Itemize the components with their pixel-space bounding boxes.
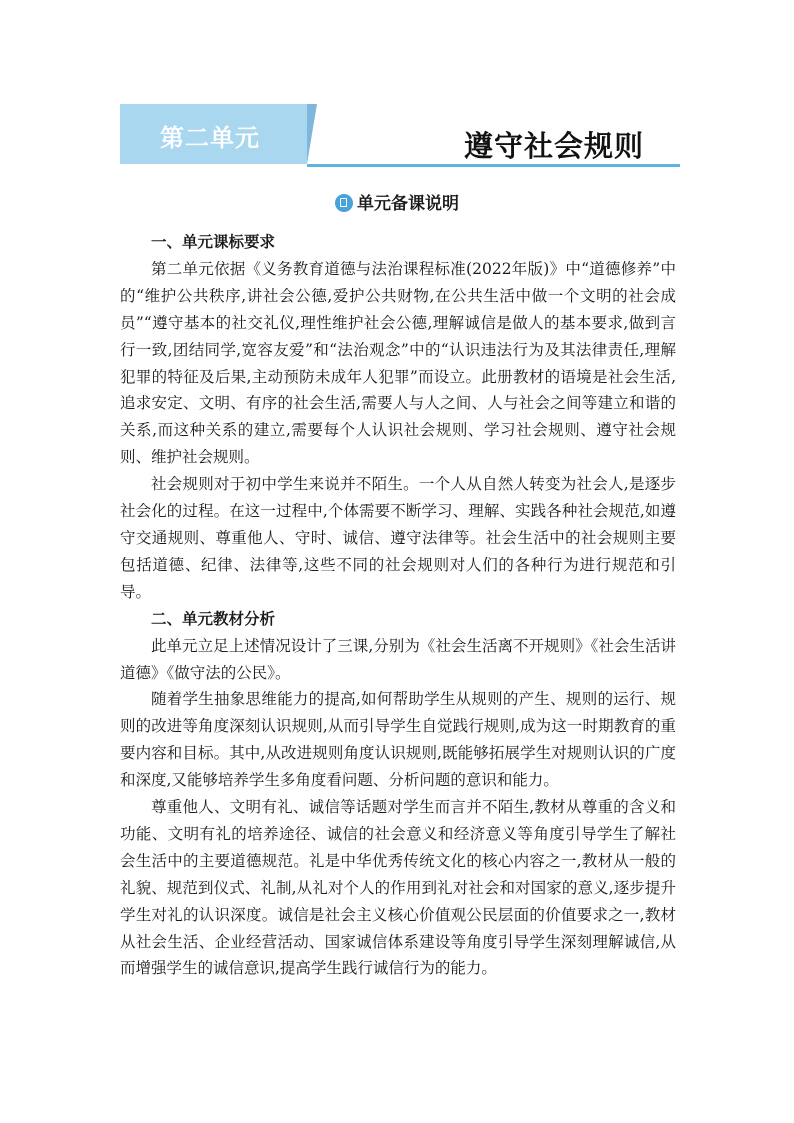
unit-banner xyxy=(120,104,680,170)
paragraph: 随着学生抽象思维能力的提高,如何帮助学生从规则的产生、规则的运行、规则的改进等角度深刻认识规则,从而引导学生自觉践行规则,成为这一时期教育的重要内容和目标。其中,从改进规则角度认识规则,既能够拓展学生对规则认识的广度和深度,又能够培养学生多角度看问题、分析问题的意识和能力。 xyxy=(120,690,676,790)
part1-heading: 一、单元课标要求 xyxy=(151,233,276,251)
part2-heading: 二、单元教材分析 xyxy=(151,609,276,628)
main-content xyxy=(120,229,676,982)
paragraph: 社会规则对于初中学生来说并不陌生。一个人从自然人转变为社会人,是逐步社会化的过程。在这一过程中,个体需要不断学习、理解、实践各种社会规范,如遵守交通规则、尊重他人、守时、诚信、遵守法律等。社会生活中的社会规则主要包括道德、纪律、法律等,这些不同的社会规则对人们的各种行为进行规范和引导。 xyxy=(120,475,676,601)
paragraph: 尊重他人、文明有礼、诚信等话题对学生而言并不陌生,教材从尊重的含义和功能、文明有礼的培养途径、诚信的社会意义和经济意义等角度引导学生了解社会生活中的主要道德规范。礼是中华优秀传统文化的核心内容之一,教材从一般的礼貌、规范到仪式、礼制,从礼对个人的作用到礼对社会和对国家的意义,逐步提升学生对礼的认识深度。诚信是社会主义核心价值观公民层面的价值要求之一,教材从社会生活、企业经营活动、国家诚信体系建设等角度引导学生深刻理解诚信,从而增强学生的诚信意识,提高学生践行诚信行为的能力。 xyxy=(120,798,676,978)
paragraph: 此单元立足上述情况设计了三课,分别为《社会生活离不开规则》《社会生活讲道德》《做守法的公民》。 xyxy=(120,636,676,682)
section-heading xyxy=(0,189,794,214)
paragraph: 第二单元依据《义务教育道德与法治课程标准(2022年版)》中“道德修养”中的“维护公共秩序,讲社会公德,爱护公共财物,在公共生活中做一个文明的社会成员”“遵守基本的社交礼仪,理性维护社会公德,理解诚信是做人的基本要求,做到言行一致,团结同学,宽容友爱”和“法治观念”中的“认识违法行为及其法律责任,理解犯罪的特征及后果,主动预防未成年人犯罪”而设立。此册教材的语境是社会生活,追求安定、文明、有序的社会生活,需要人与人之间、人与社会之间等建立和谐的关系,而这种关系的建立,需要每个人认识社会规则、学习社会规则、遵守社会规则、维护社会规则。 xyxy=(120,259,676,467)
lesson-note-icon xyxy=(335,194,353,212)
unit-title: 遵守社会规则 xyxy=(463,129,644,163)
banner-fold xyxy=(307,104,317,164)
section-title: 单元备课说明 xyxy=(357,194,459,214)
unit-label: 第二单元 xyxy=(160,124,260,152)
